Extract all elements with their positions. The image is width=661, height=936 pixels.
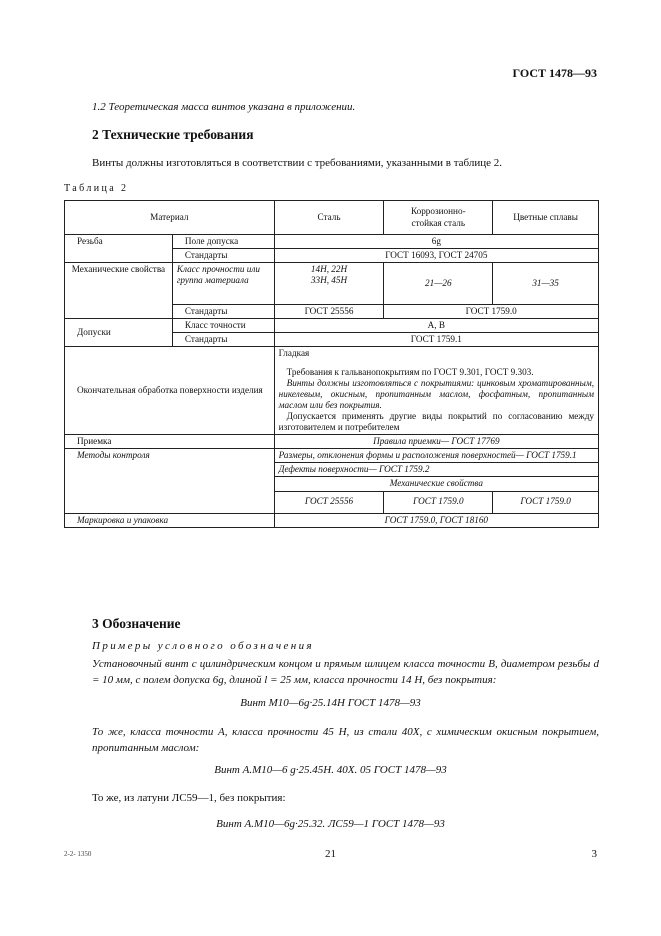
finish-content xyxy=(274,347,598,435)
accuracy-class-value: А, В xyxy=(274,319,598,333)
example-2-text: То же, класса точности А, класса прочности 45 Н, из стали 40Х, с химическим окисным покрытием, пропитанным маслом: xyxy=(92,726,599,754)
finish-text-galvanic: Требования к гальванопокрытиям по ГОСТ 9.301, ГОСТ 9.303. xyxy=(286,367,534,378)
example-3-formula: Винт А.М10—6g·25.32. ЛС59—1 ГОСТ 1478—93 xyxy=(216,818,445,830)
finish-text-other: Допускается применять другие виды покрытий по согласованию между изготовителем и потребителем xyxy=(278,411,594,433)
section-2-intro: Винты должны изготовляться в соответствии с требованиями, указанными в таблице 2. xyxy=(92,157,503,169)
control-nonferrous-standard: ГОСТ 1759.0 xyxy=(493,491,599,513)
row-mech-label: Механические свойства xyxy=(65,263,173,319)
finish-smooth: Гладкая xyxy=(278,348,310,359)
header-steel: Сталь xyxy=(274,201,384,235)
mech-nonferrous-value: 31—35 xyxy=(493,263,599,305)
footer-page-number: 21 xyxy=(325,848,336,860)
mech-other-standard: ГОСТ 1759.0 xyxy=(384,305,599,319)
section-2-title: 2 Технические требования xyxy=(92,127,254,142)
row-finish-label: Окончательная обработка поверхности изделия xyxy=(65,347,275,435)
control-surface-defects: Дефекты поверхности— ГОСТ 1759.2 xyxy=(274,463,598,477)
mech-corrosion-value: 21—26 xyxy=(384,263,493,305)
header-corrosion-steel: Коррозионно- стойкая сталь xyxy=(384,201,493,235)
header-nonferrous: Цветные сплавы xyxy=(493,201,599,235)
row-marking-label: Маркировка и упаковка xyxy=(65,513,275,527)
control-corrosion-standard: ГОСТ 1759.0 xyxy=(384,491,493,513)
control-steel-standard: ГОСТ 25556 xyxy=(274,491,384,513)
header-material: Материал xyxy=(65,201,275,235)
control-mech-props: Механические свойства xyxy=(274,477,598,491)
document-code-header: ГОСТ 1478—93 xyxy=(512,66,597,80)
row-tolerances-label: Допуски xyxy=(65,319,173,347)
thread-standards-label: Стандарты xyxy=(172,249,274,263)
tolerances-standards-label: Стандарты xyxy=(172,333,274,347)
row-acceptance-label: Приемка xyxy=(65,435,275,449)
mech-steel-value: 14Н, 22Н 33Н, 45Н xyxy=(274,263,384,305)
mech-standards-label: Стандарты xyxy=(172,305,274,319)
acceptance-value: Правила приемки— ГОСТ 17769 xyxy=(274,435,598,449)
thread-standards-value: ГОСТ 16093, ГОСТ 24705 xyxy=(274,249,598,263)
marking-value: ГОСТ 1759.0, ГОСТ 18160 xyxy=(274,513,598,527)
row-control-label: Методы контроля xyxy=(65,449,275,513)
tolerances-standards-value: ГОСТ 1759.1 xyxy=(274,333,598,347)
footer-print-code: 2-2- 1350 xyxy=(64,850,92,858)
example-3-text: То же, из латуни ЛС59—1, без покрытия: xyxy=(92,792,286,804)
row-thread-label: Резьба xyxy=(65,235,173,263)
example-2-formula: Винт А.М10—6 g·25.45Н. 40Х. 05 ГОСТ 1478—93 xyxy=(214,764,447,776)
section-3-title: 3 Обозначение xyxy=(92,616,181,631)
footer-sheet-number: 3 xyxy=(591,848,597,860)
example-1-formula: Винт М10—6g·25.14Н ГОСТ 1478—93 xyxy=(240,697,421,709)
examples-heading: Примеры условного обозначения xyxy=(92,640,315,652)
table-2 xyxy=(64,200,599,528)
mech-steel-standard: ГОСТ 25556 xyxy=(274,305,384,319)
thread-tolerance-value: 6g xyxy=(274,235,598,249)
control-dimensions: Размеры, отклонения формы и расположения поверхностей— ГОСТ 1759.1 xyxy=(274,449,598,463)
table-2-caption: Таблица 2 xyxy=(64,183,129,194)
finish-text-coatings: Винты должны изготовляться с покрытиями: цинковым хроматированным, никелевым, окисным, пропитанным маслом, фосфатным, пропитанным маслом или без покрытия. xyxy=(278,378,594,411)
example-1-text: Установочный винт с цилиндрическим концом и прямым шлицем класса точности В, диаметром резьбы d = 10 мм, с полем допуска 6g, длиной l = 25 мм, класса прочности 14 Н, без покрытия: xyxy=(92,658,599,686)
accuracy-class-label: Класс точности xyxy=(172,319,274,333)
thread-tolerance-field-label: Поле допуска xyxy=(172,235,274,249)
mech-strength-class-label: Класс прочности или группа материала xyxy=(172,263,274,305)
paragraph-1-2: 1.2 Теоретическая масса винтов указана в приложении. xyxy=(92,101,356,113)
